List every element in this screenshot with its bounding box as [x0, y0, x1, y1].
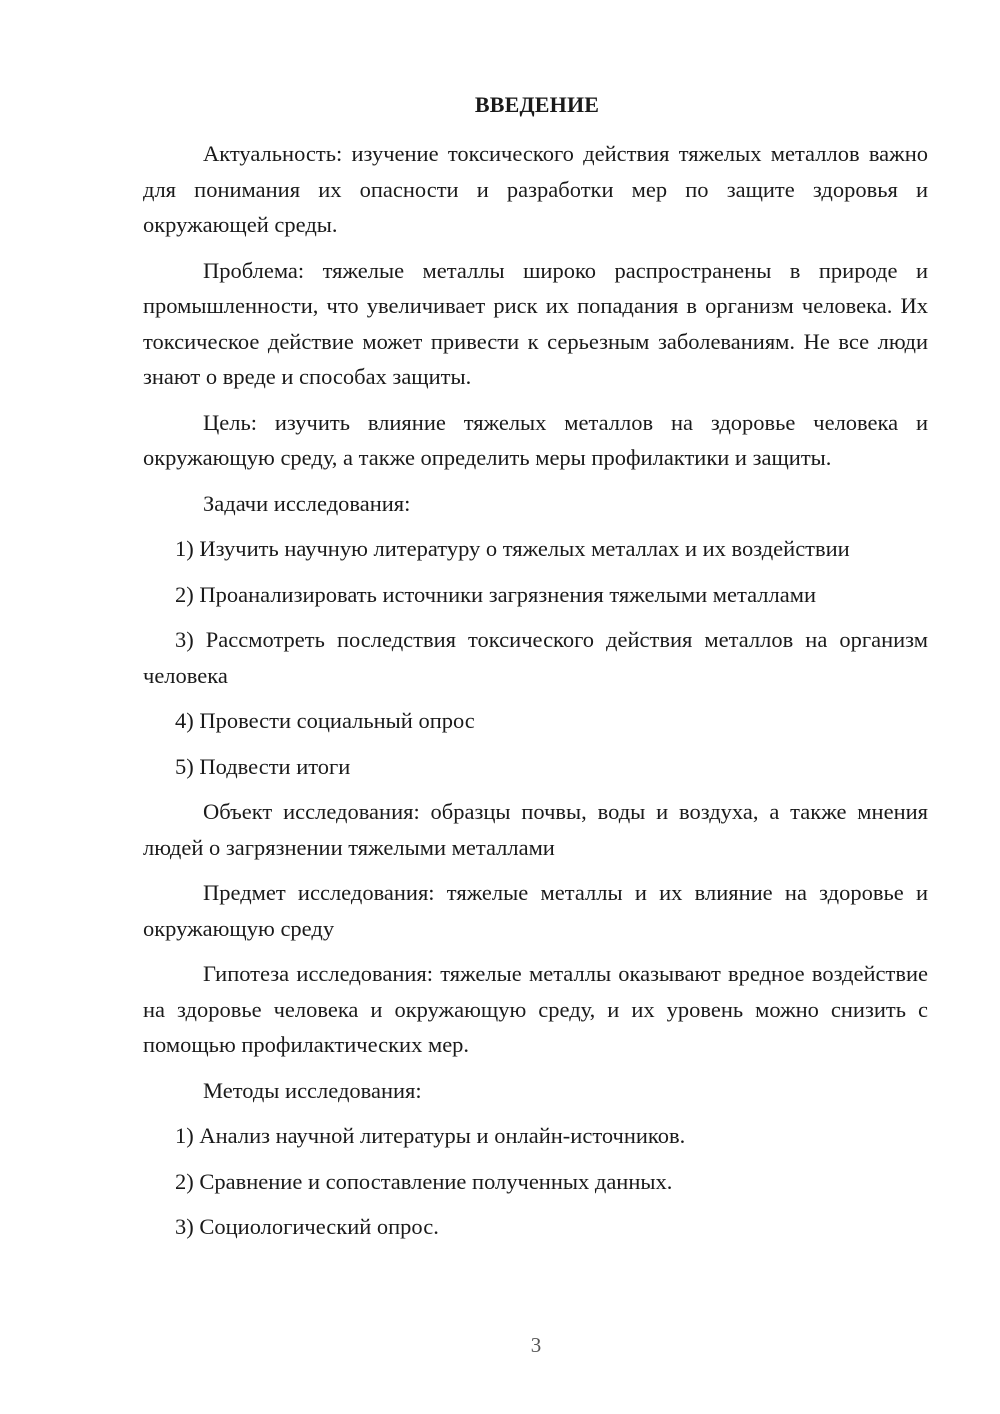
list-item-method-2: 2) Сравнение и сопоставление полученных данных.: [175, 1168, 673, 1194]
list-item-task-5: 5) Подвести итоги: [175, 753, 351, 779]
page-title: ВВЕДЕНИЕ: [474, 92, 600, 117]
list-item-task-4: 4) Провести социальный опрос: [175, 708, 475, 733]
paragraph-methods-heading: Методы исследования:: [203, 1077, 422, 1103]
list-item-method-3: 3) Социологический опрос.: [175, 1214, 439, 1239]
document-page: [143, 92, 928, 1255]
page-number: 3: [530, 1333, 542, 1357]
paragraph-subject: Предмет исследования: тяжелые металлы и их влияние на здоровье и окружающую среду: [143, 880, 928, 941]
paragraph-object: Объект исследования: образцы почвы, воды и воздуха, а также мнения людей о загрязнении тяжелыми металлами: [143, 799, 928, 860]
paragraph-problem: Проблема: тяжелые металлы широко распространены в природе и промышленности, что увеличивает риск их попадания в организм человека. Их токсическое действие может привести к серьезным заболеваниям. Не все люди знают о вреде и способах защиты.: [143, 257, 928, 389]
paragraph-tasks-heading: Задачи исследования:: [203, 490, 411, 516]
list-item-task-2: 2) Проанализировать источники загрязнения тяжелыми металлами: [175, 581, 816, 607]
list-item-task-3: 3) Рассмотреть последствия токсического действия металлов на организм человека: [143, 627, 928, 688]
paragraph-hypothesis: Гипотеза исследования: тяжелые металлы оказывают вредное воздействие на здоровье человека и окружающую среду, и их уровень можно снизить с помощью профилактических мер.: [143, 961, 928, 1057]
paragraph-goal: Цель: изучить влияние тяжелых металлов на здоровье человека и окружающую среду, а также определить меры профилактики и защиты.: [143, 409, 928, 470]
list-item-task-1: 1) Изучить научную литературу о тяжелых металлах и их воздействии: [175, 536, 850, 561]
list-item-method-1: 1) Анализ научной литературы и онлайн-источников.: [175, 1123, 686, 1148]
paragraph-relevance: Актуальность: изучение токсического действия тяжелых металлов важно для понимания их опасности и разработки мер по защите здоровья и окружающей среды.: [143, 141, 928, 237]
